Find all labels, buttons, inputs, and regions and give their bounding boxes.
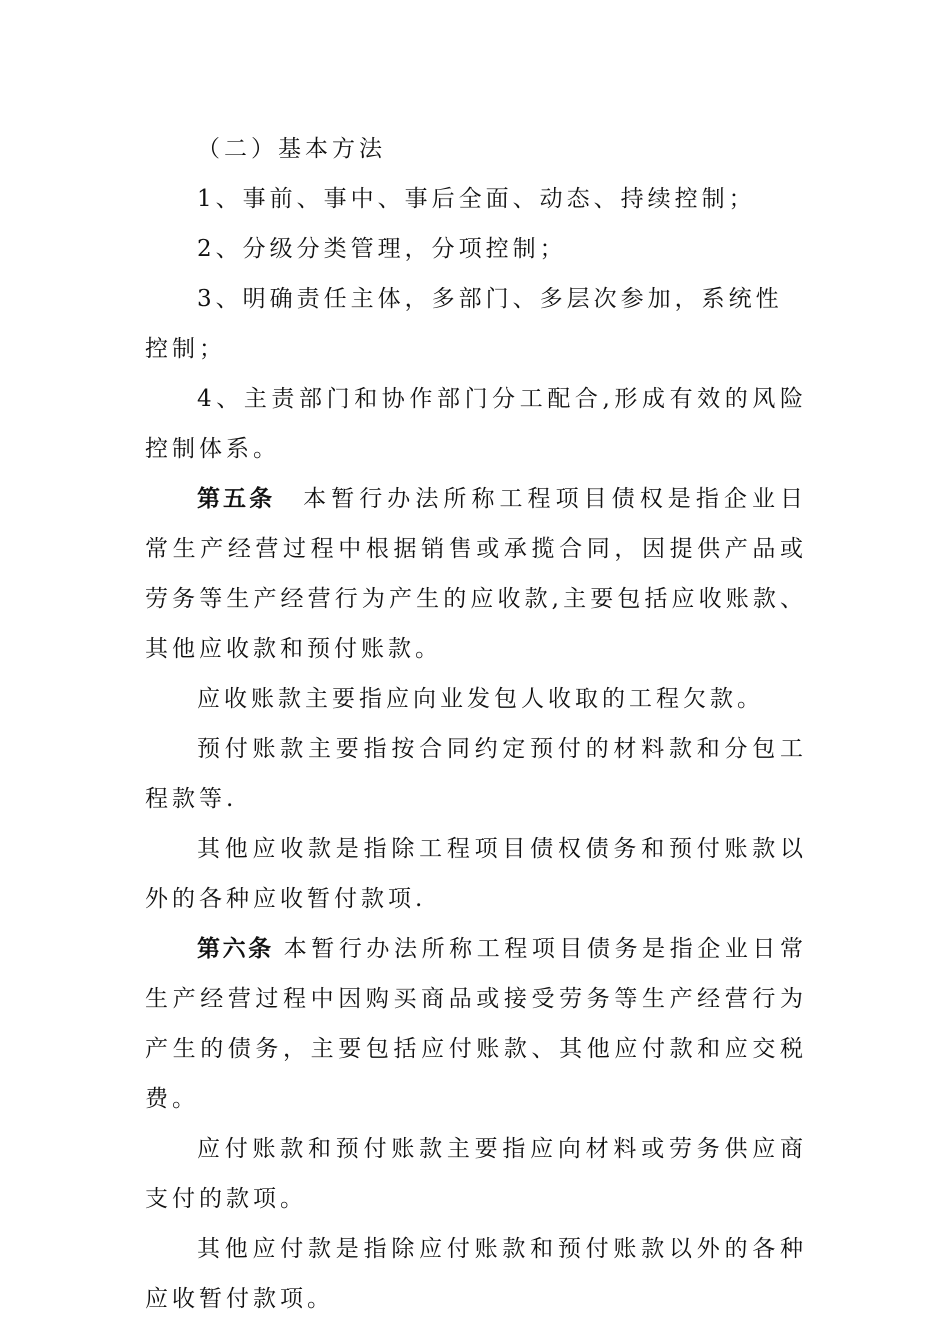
article-6-label: 第六条 xyxy=(197,936,274,962)
other-receivables-paragraph: 其他应收款是指除工程项目债权债务和预付账款以外的各种应收暂付款项. xyxy=(145,836,807,912)
method-item-2: 2、分级分类管理，分项控制； xyxy=(197,236,567,262)
method-item-3: 3、明确责任主体，多部门、多层次参加，系统性控制； xyxy=(145,286,783,362)
method-item-1: 1、事前、事中、事后全面、动态、持续控制； xyxy=(197,186,756,212)
article-6-text: 本暂行办法所称工程项目债务是指企业日常生产经营过程中因购买商品或接受劳务等生产经营行为产生的债务，主要包括应付账款、其他应付款和应交税费。 xyxy=(145,936,808,1112)
accounts-receivable-paragraph: 应收账款主要指应向业发包人收取的工程欠款。 xyxy=(197,686,764,712)
article-5-paragraph xyxy=(145,474,807,674)
article-6-paragraph xyxy=(145,924,807,1124)
document-body xyxy=(145,124,807,1324)
other-payables-paragraph: 其他应付款是指除应付账款和预付账款以外的各种应收暂付款项。 xyxy=(145,1236,807,1312)
article-5-label: 第五条 xyxy=(197,486,276,512)
article-5-text: 本暂行办法所称工程项目债权是指企业日常生产经营过程中根据销售或承揽合同，因提供产品或劳务等生产经营行为产生的应收款,主要包括应收账款、其他应收款和预付账款。 xyxy=(145,486,808,662)
section-heading: （二）基本方法 xyxy=(197,136,386,162)
method-item-4: 4、主责部门和协作部门分工配合,形成有效的风险控制体系。 xyxy=(145,386,807,462)
prepayments-paragraph: 预付账款主要指按合同约定预付的材料款和分包工程款等. xyxy=(145,736,807,812)
accounts-payable-paragraph: 应付账款和预付账款主要指应向材料或劳务供应商支付的款项。 xyxy=(145,1136,807,1212)
